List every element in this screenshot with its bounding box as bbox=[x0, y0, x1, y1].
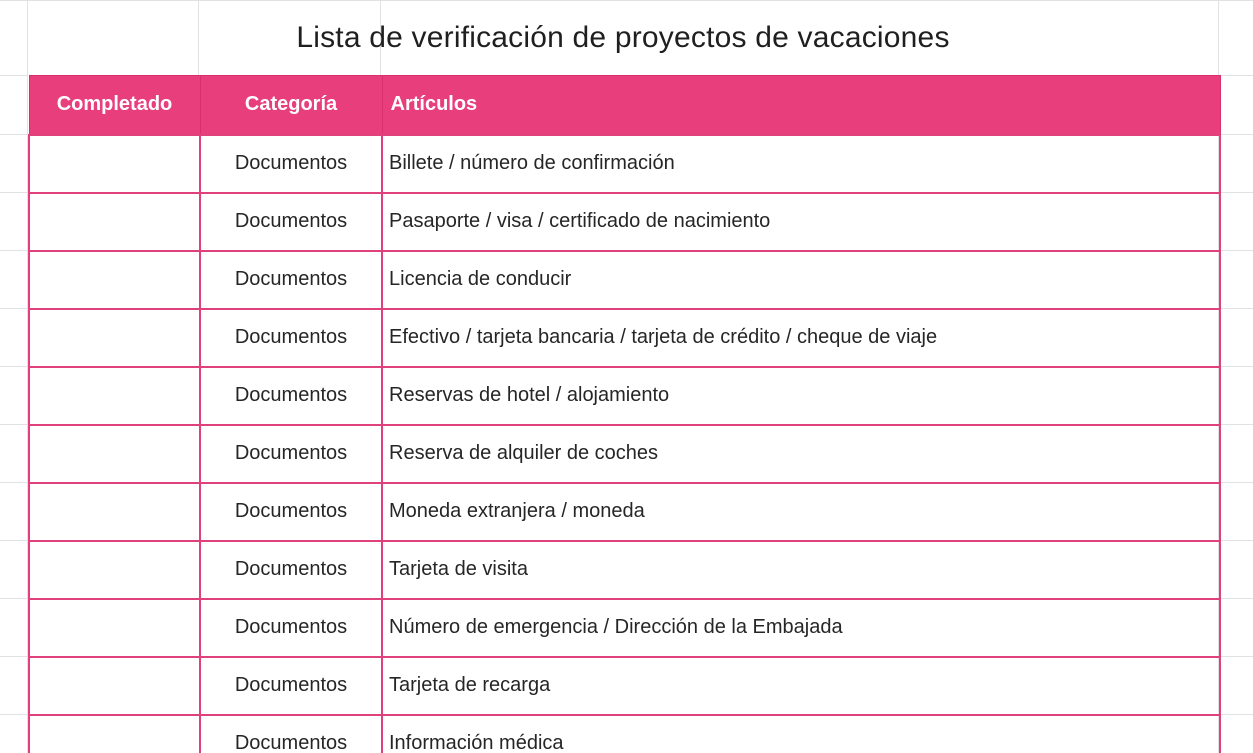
checklist-table bbox=[28, 75, 1221, 753]
table-row bbox=[29, 367, 1220, 425]
item-cell[interactable]: Número de emergencia / Dirección de la Embajada bbox=[382, 599, 1220, 657]
category-cell[interactable]: Documentos bbox=[200, 425, 382, 483]
header-row bbox=[29, 76, 1220, 135]
category-cell[interactable]: Documentos bbox=[200, 309, 382, 367]
table-row bbox=[29, 135, 1220, 193]
grid-line bbox=[0, 366, 28, 367]
item-cell[interactable]: Efectivo / tarjeta bancaria / tarjeta de crédito / cheque de viaje bbox=[382, 309, 1220, 367]
grid-line bbox=[0, 134, 28, 135]
table-row bbox=[29, 599, 1220, 657]
table-row bbox=[29, 251, 1220, 309]
grid-line bbox=[0, 75, 28, 76]
grid-line bbox=[1218, 598, 1253, 599]
table-row bbox=[29, 425, 1220, 483]
grid-line bbox=[1218, 714, 1253, 715]
table-row bbox=[29, 657, 1220, 715]
category-cell[interactable]: Documentos bbox=[200, 483, 382, 541]
item-cell[interactable]: Reservas de hotel / alojamiento bbox=[382, 367, 1220, 425]
table-row bbox=[29, 715, 1220, 753]
grid-line bbox=[1218, 366, 1253, 367]
category-cell[interactable]: Documentos bbox=[200, 193, 382, 251]
category-cell[interactable]: Documentos bbox=[200, 715, 382, 753]
grid-line bbox=[0, 192, 28, 193]
category-cell[interactable]: Documentos bbox=[200, 135, 382, 193]
category-cell[interactable]: Documentos bbox=[200, 541, 382, 599]
completed-cell[interactable] bbox=[29, 251, 200, 309]
completed-cell[interactable] bbox=[29, 193, 200, 251]
category-cell[interactable]: Documentos bbox=[200, 657, 382, 715]
grid-line bbox=[0, 656, 28, 657]
grid-line bbox=[1218, 192, 1253, 193]
table-row bbox=[29, 483, 1220, 541]
completed-cell[interactable] bbox=[29, 715, 200, 753]
completed-cell[interactable] bbox=[29, 541, 200, 599]
grid-line bbox=[1218, 656, 1253, 657]
grid-line bbox=[0, 308, 28, 309]
grid-line bbox=[1218, 134, 1253, 135]
grid-line bbox=[0, 598, 28, 599]
completed-cell[interactable] bbox=[29, 367, 200, 425]
header-completed[interactable]: Completado bbox=[29, 76, 200, 135]
grid-line bbox=[0, 250, 28, 251]
item-cell[interactable]: Tarjeta de recarga bbox=[382, 657, 1220, 715]
category-cell[interactable]: Documentos bbox=[200, 251, 382, 309]
item-cell[interactable]: Billete / número de confirmación bbox=[382, 135, 1220, 193]
item-cell[interactable]: Pasaporte / visa / certificado de nacimiento bbox=[382, 193, 1220, 251]
table-row bbox=[29, 193, 1220, 251]
grid-line bbox=[0, 424, 28, 425]
sheet-title[interactable]: Lista de verificación de proyectos de vacaciones bbox=[296, 20, 950, 54]
grid-line bbox=[0, 714, 28, 715]
category-cell[interactable]: Documentos bbox=[200, 599, 382, 657]
table-row bbox=[29, 541, 1220, 599]
completed-cell[interactable] bbox=[29, 425, 200, 483]
item-cell[interactable]: Licencia de conducir bbox=[382, 251, 1220, 309]
grid-line bbox=[1218, 308, 1253, 309]
item-cell[interactable]: Reserva de alquiler de coches bbox=[382, 425, 1220, 483]
completed-cell[interactable] bbox=[29, 309, 200, 367]
category-cell[interactable]: Documentos bbox=[200, 367, 382, 425]
completed-cell[interactable] bbox=[29, 599, 200, 657]
grid-line bbox=[1218, 482, 1253, 483]
header-category[interactable]: Categoría bbox=[200, 76, 382, 135]
grid-line bbox=[0, 540, 28, 541]
header-items[interactable]: Artículos bbox=[382, 76, 1220, 135]
item-cell[interactable]: Información médica bbox=[382, 715, 1220, 753]
completed-cell[interactable] bbox=[29, 135, 200, 193]
table-row bbox=[29, 309, 1220, 367]
item-cell[interactable]: Tarjeta de visita bbox=[382, 541, 1220, 599]
grid-line bbox=[1218, 540, 1253, 541]
grid-line bbox=[1218, 75, 1253, 76]
completed-cell[interactable] bbox=[29, 657, 200, 715]
item-cell[interactable]: Moneda extranjera / moneda bbox=[382, 483, 1220, 541]
grid-line bbox=[0, 482, 28, 483]
grid-line bbox=[1218, 424, 1253, 425]
grid-line bbox=[1218, 250, 1253, 251]
completed-cell[interactable] bbox=[29, 483, 200, 541]
